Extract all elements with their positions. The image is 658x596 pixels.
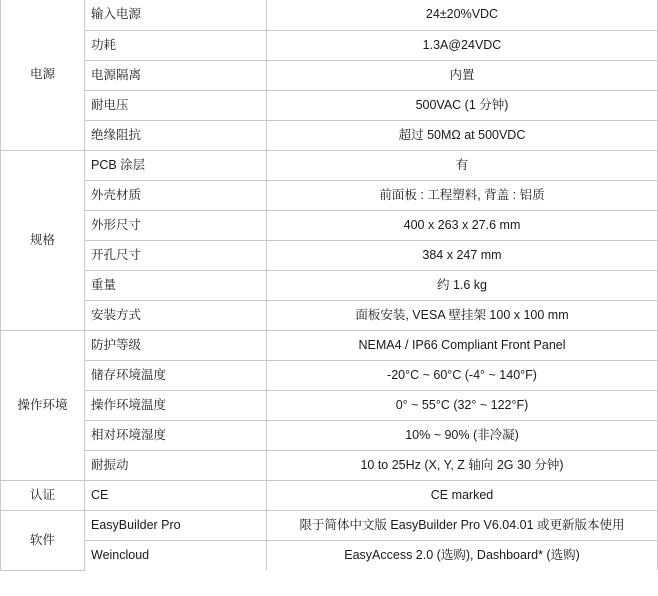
param-label: 重量 <box>85 270 267 300</box>
param-label: 开孔尺寸 <box>85 240 267 270</box>
group-label: 规格 <box>1 150 85 330</box>
param-value: 384 x 247 mm <box>267 240 658 270</box>
table-row <box>1 480 658 510</box>
specification-table-body <box>1 0 658 570</box>
param-label: 防护等级 <box>85 330 267 360</box>
table-row <box>1 450 658 480</box>
param-label: 功耗 <box>85 30 267 60</box>
param-value: 400 x 263 x 27.6 mm <box>267 210 658 240</box>
table-row <box>1 0 658 30</box>
param-label: Weincloud <box>85 540 267 570</box>
param-value: 24±20%VDC <box>267 0 658 30</box>
param-label: 输入电源 <box>85 0 267 30</box>
param-label: 耐电压 <box>85 90 267 120</box>
group-label: 软件 <box>1 510 85 570</box>
param-value: 面板安装, VESA 壁挂架 100 x 100 mm <box>267 300 658 330</box>
param-label: 绝缘阻抗 <box>85 120 267 150</box>
param-value: NEMA4 / IP66 Compliant Front Panel <box>267 330 658 360</box>
table-row <box>1 540 658 570</box>
table-row <box>1 210 658 240</box>
table-row <box>1 240 658 270</box>
param-label: 安装方式 <box>85 300 267 330</box>
param-value: -20°C ~ 60°C (-4° ~ 140°F) <box>267 360 658 390</box>
param-label: 耐振动 <box>85 450 267 480</box>
param-value: 前面板 : 工程塑料, 背盖 : 铝质 <box>267 180 658 210</box>
param-value: 1.3A@24VDC <box>267 30 658 60</box>
table-row <box>1 60 658 90</box>
param-value: 500VAC (1 分钟) <box>267 90 658 120</box>
table-row <box>1 120 658 150</box>
param-label: 外壳材质 <box>85 180 267 210</box>
table-row <box>1 330 658 360</box>
param-label: 操作环境温度 <box>85 390 267 420</box>
param-value: 0° ~ 55°C (32° ~ 122°F) <box>267 390 658 420</box>
group-label: 操作环境 <box>1 330 85 480</box>
table-row <box>1 90 658 120</box>
param-value: 内置 <box>267 60 658 90</box>
param-value: 限于简体中文版 EasyBuilder Pro V6.04.01 或更新版本使用 <box>267 510 658 540</box>
table-row <box>1 180 658 210</box>
param-label: 储存环境温度 <box>85 360 267 390</box>
table-row <box>1 150 658 180</box>
table-row <box>1 360 658 390</box>
param-label: PCB 涂层 <box>85 150 267 180</box>
param-value: 超过 50MΩ at 500VDC <box>267 120 658 150</box>
param-value: EasyAccess 2.0 (选购), Dashboard* (选购) <box>267 540 658 570</box>
param-value: 10% ~ 90% (非冷凝) <box>267 420 658 450</box>
table-row <box>1 390 658 420</box>
param-label: 电源隔离 <box>85 60 267 90</box>
table-row <box>1 300 658 330</box>
param-label: CE <box>85 480 267 510</box>
param-label: EasyBuilder Pro <box>85 510 267 540</box>
param-value: CE marked <box>267 480 658 510</box>
param-label: 相对环境湿度 <box>85 420 267 450</box>
table-row <box>1 420 658 450</box>
param-value: 有 <box>267 150 658 180</box>
table-row <box>1 270 658 300</box>
param-value: 约 1.6 kg <box>267 270 658 300</box>
group-label: 电源 <box>1 0 85 150</box>
table-row <box>1 30 658 60</box>
group-label: 认证 <box>1 480 85 510</box>
table-row <box>1 510 658 540</box>
param-label: 外形尺寸 <box>85 210 267 240</box>
param-value: 10 to 25Hz (X, Y, Z 轴向 2G 30 分钟) <box>267 450 658 480</box>
